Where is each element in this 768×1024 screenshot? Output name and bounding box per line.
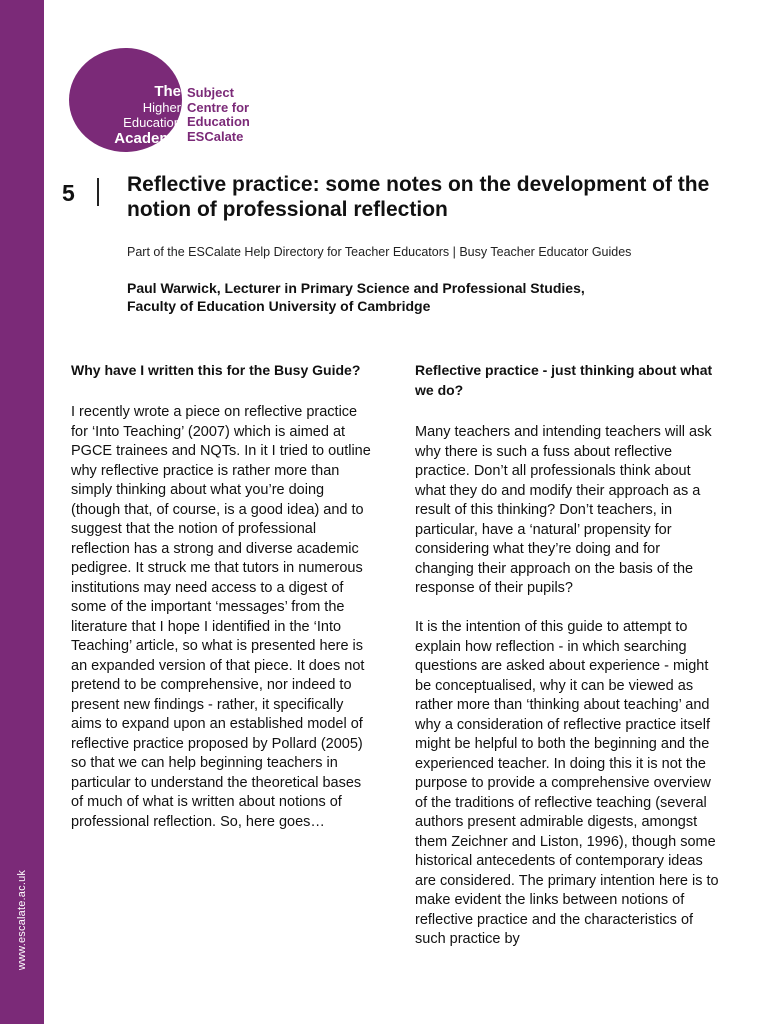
section-heading: Reflective practice - just thinking about what we do? [415, 362, 713, 398]
logo-line: Academy [114, 129, 181, 147]
title-divider [97, 178, 99, 206]
body-paragraph: It is the intention of this guide to attempt to explain how reflection - in which searching questions are asked about experience - might be conceptualised, why it can be viewed as rather more than ‘thinking about teaching’ and why a consideration of reflective practice itself might be helpful to both the beginning and the experienced teacher. In doing this it is not the purpose to provide a comprehensive overview of the traditions of reflective teaching (several authors present admirable digests, amongst them Zeichner and Liston, 1996), though some historical antecedents of contemporary ideas are considered. The primary intention here is to make evident the links between notions of reflective practice and the characteristics of such practice by [415, 619, 719, 947]
logo-line: Subject [187, 85, 234, 100]
body-paragraph: I recently wrote a piece on reflective practice for ‘Into Teaching’ (2007) which is aimed at PGCE trainees and NQTs. In it I tried to outline why reflective practice is rather more than simply thinking about what you’re doing (though that, of course, is a good idea) and to suggest that the notion of professional reflection has a strong and diverse academic pedigree. It struck me that tutors in numerous institutions may need access to a digest of some of the important ‘messages’ from the literature that I hope I identified in the ‘Into Teaching’ article, so what is presented here is an expanded version of that piece. It does not pretend to be comprehensive, nor indeed to present new findings - rather, it specifically aims to expand upon an established model of reflective practice proposed by Pollard (2005) so that we can help beginning teachers in particular to understand the theoretical bases of much of what is written about notions of professional reflection. So, here goes… [71, 404, 371, 830]
right-column [415, 360, 720, 969]
website-url: www.escalate.ac.uk [16, 869, 28, 971]
left-column [71, 360, 376, 852]
author-name-line: Paul Warwick, Lecturer in Primary Science and Professional Studies, [127, 280, 585, 296]
logo-line: Higher [142, 99, 181, 115]
body-paragraph: Many teachers and intending teachers will ask why there is such a fuss about reflective practice. Don’t all professionals think about what they do and modify their approach as a result of this thinking? Don’t teachers, in particular, have a ‘natural’ propensity for considering what they’re doing and for changing their approach on the basis of the response of their pupils? [415, 424, 712, 596]
page-title: Reflective practice: some notes on the development of the notion of professional reflection [127, 173, 710, 221]
section-heading: Why have I written this for the Busy Guide? [71, 362, 361, 378]
logo-line: ESCalate [187, 128, 244, 144]
logo-line: Centre for [187, 99, 250, 115]
logo-academy-text [61, 84, 181, 146]
sidebar-band [0, 0, 44, 1024]
logo-line: Education [123, 115, 181, 130]
logo-centre-text [187, 86, 250, 144]
author-affiliation-line: Faculty of Education University of Cambridge [127, 298, 431, 314]
guide-number: 5 [62, 180, 75, 206]
logo-line: Education [187, 114, 250, 129]
logo-line: The [154, 83, 181, 100]
author-block [127, 279, 747, 315]
series-subtitle: Part of the ESCalate Help Directory for Teacher Educators | Busy Teacher Educator Guides [127, 245, 632, 259]
academy-logo [69, 48, 269, 158]
